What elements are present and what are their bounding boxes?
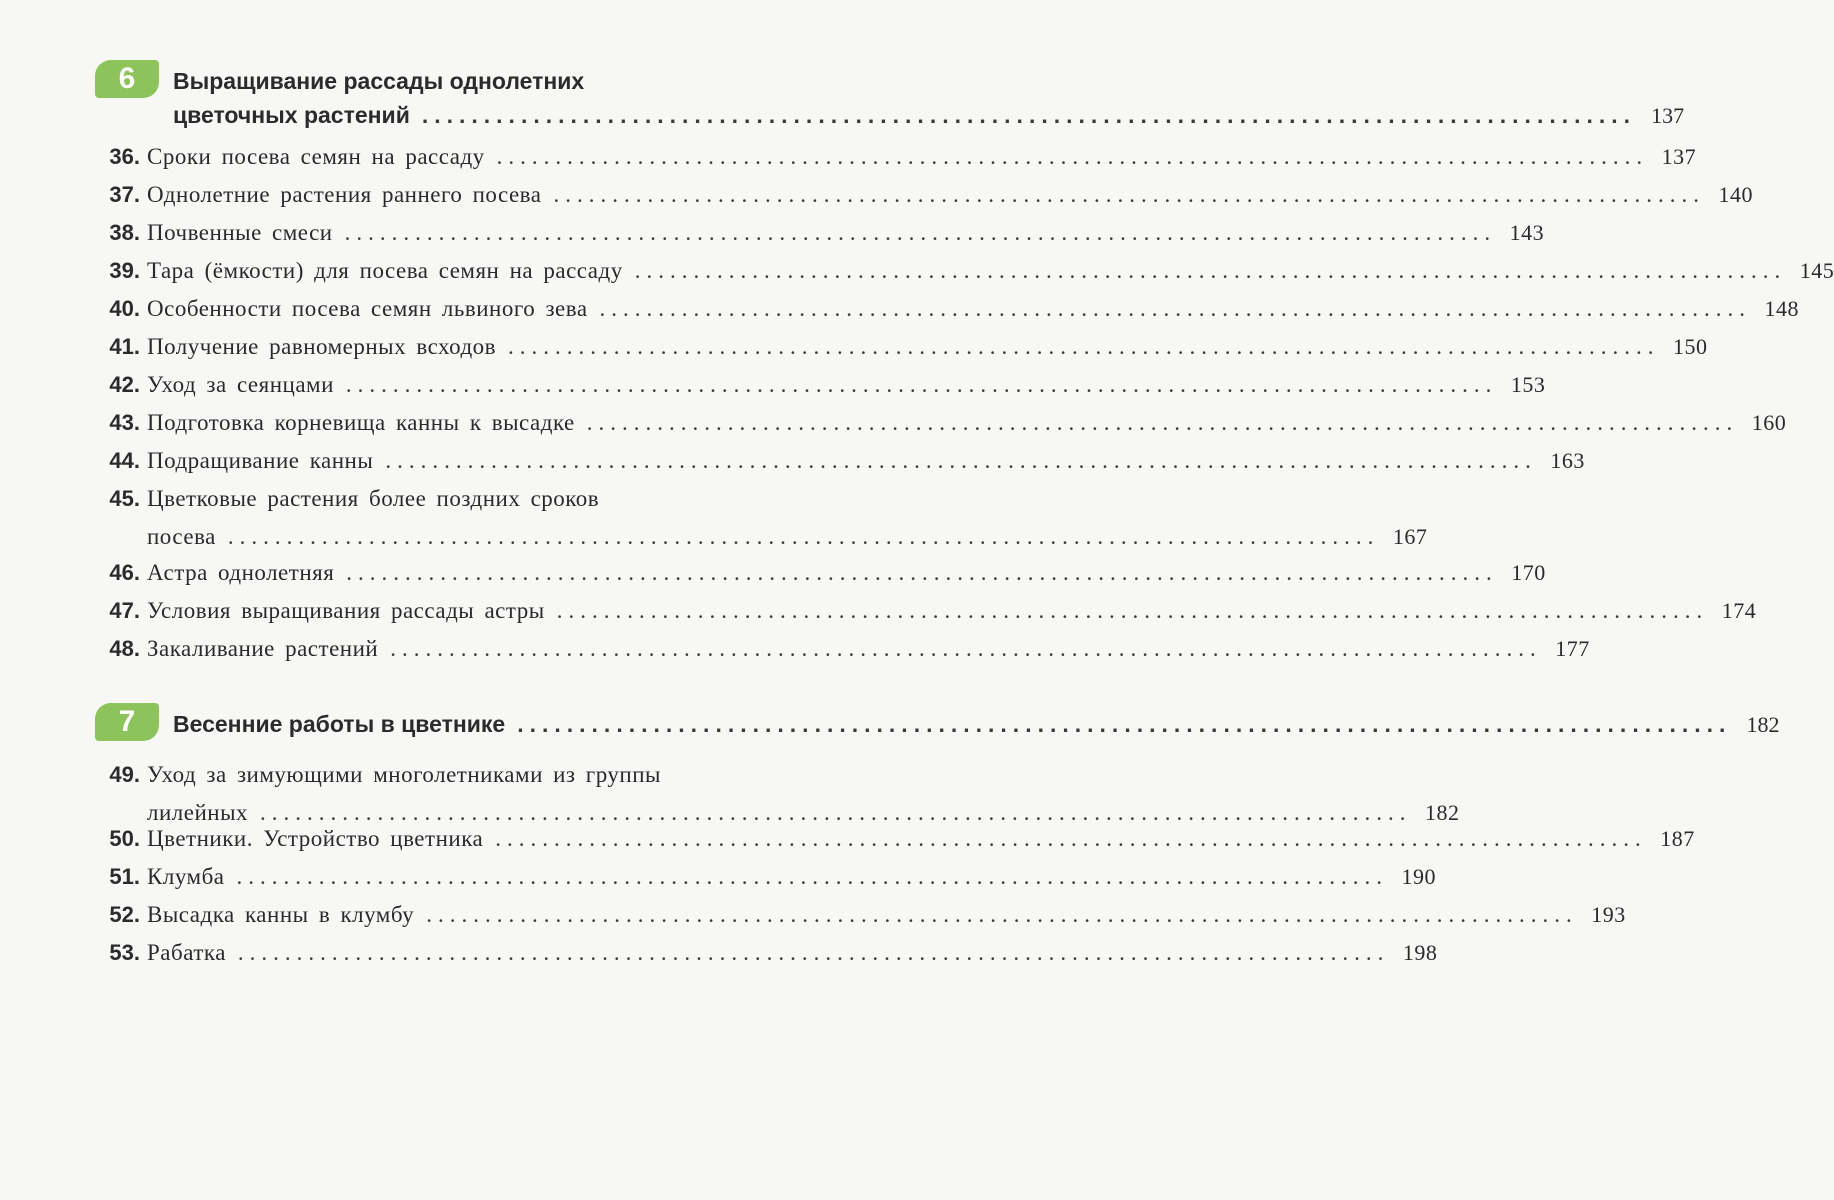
page-number: 182 bbox=[1746, 712, 1780, 737]
entry-title: Почвенные смеси bbox=[147, 220, 333, 245]
entry-title: Астра однолетняя bbox=[147, 560, 335, 585]
page-number: 160 bbox=[1751, 410, 1787, 435]
section-number-badge: 7 bbox=[95, 703, 159, 741]
entry-number: 51. bbox=[109, 864, 140, 889]
entry-title-line: Цветковые растения более поздних сроков bbox=[147, 486, 600, 511]
page-number: 153 bbox=[1510, 372, 1546, 397]
dot-leader: .................................................................................................. bbox=[346, 560, 1498, 585]
dot-leader: .................................................................................................. bbox=[344, 220, 1497, 245]
dot-leader: .................................................................................................. bbox=[495, 826, 1647, 851]
entry-number: 47. bbox=[109, 598, 140, 623]
entry-number: 48. bbox=[109, 636, 140, 661]
entry-number: 36. bbox=[109, 144, 140, 169]
page-number: 137 bbox=[1661, 144, 1697, 169]
entry-number: 41. bbox=[109, 334, 140, 359]
section-title-line bbox=[173, 98, 1685, 132]
entry-title: Условия выращивания рассады астры bbox=[147, 598, 545, 623]
dot-leader: .................................................................................................. bbox=[599, 296, 1752, 321]
entry-number: 38. bbox=[109, 220, 140, 245]
page-number: 140 bbox=[1718, 182, 1753, 207]
dot-leader: .................................................................................................. bbox=[421, 102, 1637, 128]
section-title-text: Весенние работы в цветнике bbox=[173, 711, 506, 737]
dot-leader: .................................................................................................. bbox=[236, 864, 1388, 889]
entry-title-line: Уход за зимующими многолетниками из группы bbox=[147, 762, 661, 787]
dot-leader: .................................................................................................. bbox=[260, 800, 1412, 825]
entry-number: 50. bbox=[109, 826, 140, 851]
entry-title: посева bbox=[147, 524, 216, 549]
page-number: 137 bbox=[1651, 103, 1685, 128]
entry-number: 42. bbox=[109, 372, 140, 397]
dot-leader: .................................................................................................. bbox=[496, 144, 1649, 169]
page-number: 148 bbox=[1764, 296, 1800, 321]
entry-title: Клумба bbox=[147, 864, 225, 889]
page-number: 177 bbox=[1555, 636, 1590, 661]
entry-title: Закаливание растений bbox=[147, 636, 379, 661]
entry-title: Сроки посева семян на рассаду bbox=[147, 144, 485, 169]
page-number: 187 bbox=[1660, 826, 1695, 851]
dot-leader: .................................................................................................. bbox=[586, 410, 1739, 435]
page-number: 190 bbox=[1401, 864, 1436, 889]
entry-title: Подращивание канны bbox=[147, 448, 374, 473]
entry-number: 49. bbox=[109, 762, 140, 787]
entry-title: Однолетние растения раннего посева bbox=[147, 182, 542, 207]
section-title-line: Выращивание рассады однолетних bbox=[173, 68, 585, 94]
section-title-line bbox=[173, 707, 1780, 741]
page-number: 182 bbox=[1425, 800, 1460, 825]
dot-leader: .................................................................................................. bbox=[390, 636, 1542, 661]
entry-number: 40. bbox=[109, 296, 140, 321]
dot-leader: .................................................................................................. bbox=[508, 334, 1660, 359]
section-title-text: цветочных растений bbox=[173, 102, 410, 128]
entry-title: лилейных bbox=[147, 800, 249, 825]
page-number: 174 bbox=[1721, 598, 1757, 623]
entry-number: 37. bbox=[109, 182, 140, 207]
page-number: 198 bbox=[1402, 940, 1438, 965]
entry-number: 53. bbox=[109, 940, 140, 965]
entry-title: Уход за сеянцами bbox=[147, 372, 334, 397]
dot-leader: .................................................................................................. bbox=[385, 448, 1537, 473]
entry-title: Рабатка bbox=[147, 940, 226, 965]
page-number: 193 bbox=[1591, 902, 1626, 927]
dot-leader: .................................................................................................. bbox=[517, 711, 1732, 737]
dot-leader: .................................................................................................. bbox=[553, 182, 1705, 207]
page-number: 163 bbox=[1550, 448, 1585, 473]
page-number: 143 bbox=[1509, 220, 1545, 245]
dot-leader: .................................................................................................. bbox=[634, 258, 1787, 283]
dot-leader: .................................................................................................. bbox=[227, 524, 1380, 549]
entry-number: 43. bbox=[109, 410, 140, 435]
entry-number: 39. bbox=[109, 258, 140, 283]
dot-leader: .................................................................................................. bbox=[426, 902, 1578, 927]
section-number-badge: 6 bbox=[95, 60, 159, 98]
dot-leader: .................................................................................................. bbox=[237, 940, 1390, 965]
entry-title: Тара (ёмкости) для посева семян на рассаду bbox=[147, 258, 623, 283]
page-number: 145 bbox=[1799, 258, 1834, 283]
dot-leader: .................................................................................................. bbox=[345, 372, 1498, 397]
entry-number: 46. bbox=[109, 560, 140, 585]
entry-title: Высадка канны в клумбу bbox=[147, 902, 415, 927]
page-number: 150 bbox=[1673, 334, 1708, 359]
page-number: 167 bbox=[1392, 524, 1428, 549]
entry-title: Цветники. Устройство цветника bbox=[147, 826, 484, 851]
page-number: 170 bbox=[1511, 560, 1546, 585]
dot-leader: .................................................................................................. bbox=[556, 598, 1709, 623]
entry-number: 44. bbox=[109, 448, 140, 473]
entry-title: Подготовка корневища канны к высадке bbox=[147, 410, 575, 435]
entry-title: Получение равномерных всходов bbox=[147, 334, 497, 359]
entry-title: Особенности посева семян львиного зева bbox=[147, 296, 588, 321]
entry-number: 45. bbox=[109, 486, 140, 511]
entry-number: 52. bbox=[109, 902, 140, 927]
